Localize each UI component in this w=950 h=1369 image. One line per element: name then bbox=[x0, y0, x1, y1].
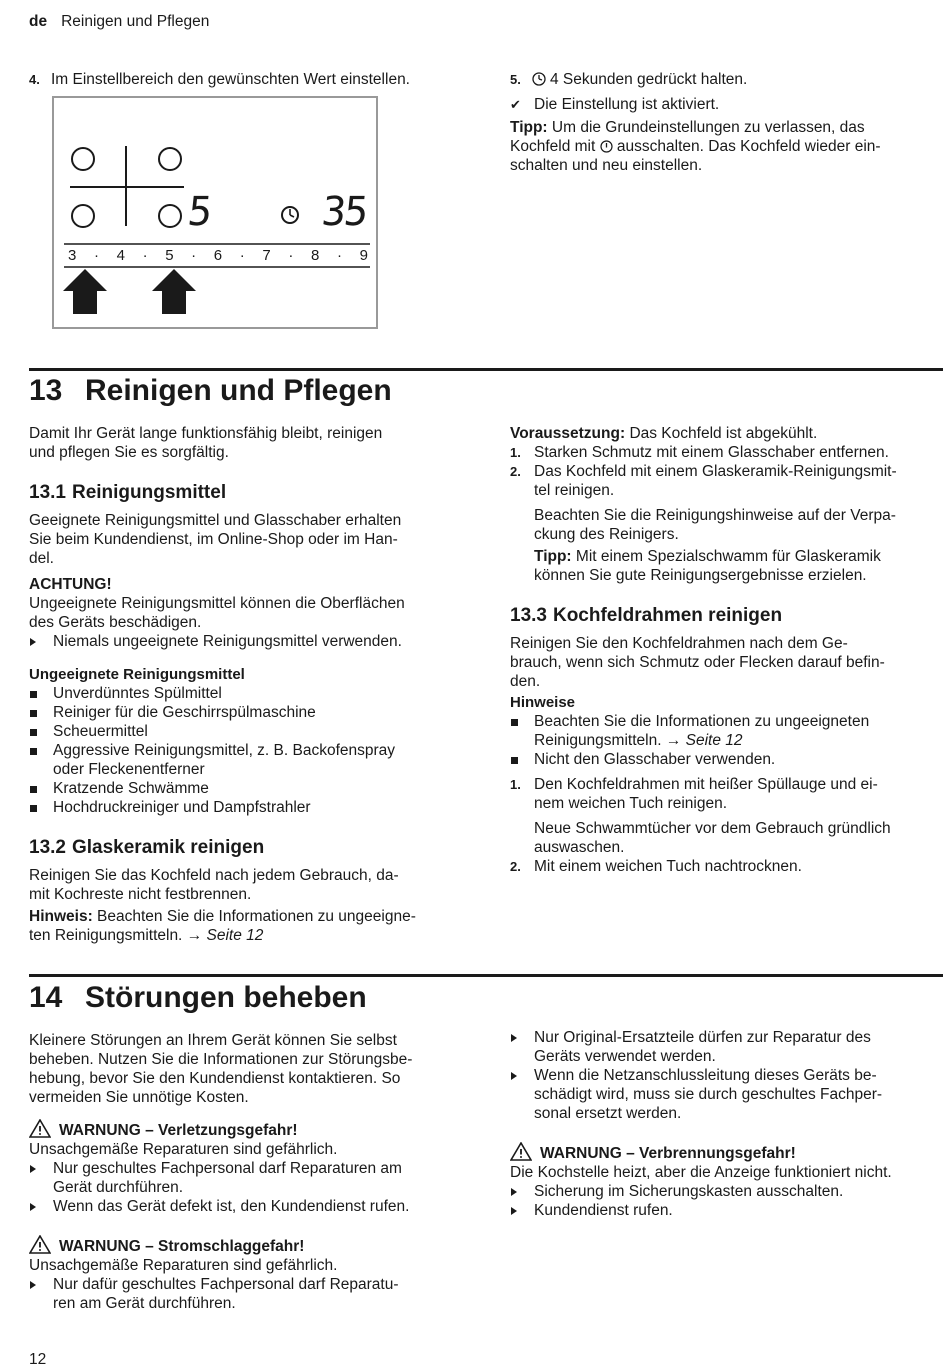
section-14-heading: 14 Störungen beheben bbox=[29, 981, 367, 1014]
scale-value: 5 bbox=[165, 247, 174, 264]
list-item: Aggressive Reinigungsmittel, z. B. Backofenspray oder Fleckenentferner bbox=[29, 741, 469, 779]
list-item: Reiniger für die Geschirrspülmaschine bbox=[29, 703, 469, 722]
warning-triangle-icon bbox=[29, 1119, 51, 1138]
intro-paragraph: Damit Ihr Gerät lange funktionsfähig bleibt, reinigen und pflegen Sie es sorgfältig. bbox=[29, 425, 383, 461]
action-item: Kundendienst rufen. bbox=[510, 1201, 945, 1220]
paragraph: Unsachgemäße Reparaturen sind gefährlich. bbox=[29, 1141, 338, 1158]
action-item: Wenn die Netzanschlussleitung dieses Geräts be- schädigt wird, muss sie durch geschultes Fachper- sonal ersetzt werden. bbox=[510, 1066, 945, 1123]
tipp-paragraph: Tipp: Mit einem Spezialschwamm für Glaskeramik können Sie gute Reinigungsergebnisse erzielen. bbox=[534, 548, 881, 584]
burner-icon bbox=[72, 148, 94, 170]
list-item: Hochdruckreiniger und Dampfstrahler bbox=[29, 798, 469, 817]
timer-clock-icon bbox=[532, 72, 546, 86]
section-14-right bbox=[510, 1028, 945, 1220]
triangle-bullet-icon bbox=[511, 1072, 517, 1080]
power-icon bbox=[600, 140, 613, 153]
square-bullet-icon bbox=[30, 691, 37, 698]
checkmark-icon: ✔ bbox=[510, 97, 521, 112]
triangle-bullet-icon bbox=[511, 1188, 517, 1196]
paragraph: Die Kochstelle heizt, aber die Anzeige funktioniert nicht. bbox=[510, 1164, 892, 1181]
section-13-heading: 13 Reinigen und Pflegen bbox=[29, 374, 392, 407]
action-item: Nur geschultes Fachpersonal darf Reparaturen am Gerät durchführen. bbox=[29, 1159, 469, 1197]
square-bullet-icon bbox=[30, 729, 37, 736]
step-number: 4. bbox=[29, 72, 40, 87]
paragraph: Reinigen Sie den Kochfeldrahmen nach dem Ge- brauch, wenn sich Schmutz oder Flecken darauf befin- den. bbox=[510, 635, 885, 690]
list-item: Scheuermittel bbox=[29, 722, 469, 741]
step-5: 5. 4 Sekunden gedrückt halten. bbox=[510, 71, 748, 88]
list-item: Unverdünntes Spülmittel bbox=[29, 684, 469, 703]
note: Beachten Sie die Reinigungshinweise auf der Verpa- ckung des Reinigers. bbox=[534, 507, 896, 543]
scale-value: 7 bbox=[262, 247, 271, 264]
triangle-bullet-icon bbox=[511, 1034, 517, 1042]
running-header bbox=[29, 12, 209, 31]
section-divider bbox=[29, 974, 943, 977]
power-scale: 3 · 4 · 5 · 6 · 7 · 8 · 9 bbox=[68, 247, 368, 264]
timer-digits: 35 bbox=[319, 189, 369, 235]
warning-heading: WARNUNG – Verbrennungsgefahr! bbox=[510, 1142, 945, 1163]
step-text: Im Einstellbereich den gewünschten Wert einstellen. bbox=[51, 71, 410, 88]
language-code: de bbox=[29, 13, 48, 30]
page-reference-link[interactable]: → Seite 12 bbox=[186, 927, 264, 944]
section-14-left bbox=[29, 1031, 469, 1313]
subsection-13-3-heading: 13.3 Kochfeldrahmen reinigen bbox=[510, 605, 783, 626]
cooktop-display-illustration bbox=[52, 96, 378, 329]
scale-value: 6 bbox=[213, 247, 223, 264]
power-level-digit: 5 bbox=[185, 189, 215, 235]
warning-triangle-icon bbox=[29, 1235, 51, 1254]
square-bullet-icon bbox=[30, 710, 37, 717]
burner-icon bbox=[159, 148, 181, 170]
paragraph: Reinigen Sie das Kochfeld nach jedem Gebrauch, da- mit Kochreste nicht festbrennen. bbox=[29, 867, 399, 903]
section-13-left bbox=[29, 424, 469, 945]
action-item: Wenn das Gerät defekt ist, den Kundendienst rufen. bbox=[29, 1197, 469, 1216]
tipp-paragraph: Tipp: Um die Grundeinstellungen zu verlassen, das Kochfeld mit ausschalten. Das Kochfeld wieder ein- schalten und neu einstellen. bbox=[510, 119, 881, 174]
achtung-label: ACHTUNG! bbox=[29, 576, 112, 593]
step-4 bbox=[29, 70, 410, 89]
action-item: Sicherung im Sicherungskasten ausschalten. bbox=[510, 1182, 945, 1201]
prerequisite: Voraussetzung: Das Kochfeld ist abgekühlt. bbox=[510, 425, 818, 442]
square-bullet-icon bbox=[30, 786, 37, 793]
list-item: Nicht den Glasschaber verwenden. bbox=[510, 750, 945, 769]
subsection-13-2-heading: 13.2 Glaskeramik reinigen bbox=[29, 837, 265, 858]
scale-value: 8 bbox=[310, 247, 320, 264]
warning-heading: WARNUNG – Verletzungsgefahr! bbox=[29, 1119, 469, 1140]
paragraph: Ungeeignete Reinigungsmittel können die Oberflächen des Geräts beschädigen. bbox=[29, 595, 405, 631]
triangle-bullet-icon bbox=[30, 1281, 36, 1289]
square-bullet-icon bbox=[511, 719, 518, 726]
square-bullet-icon bbox=[511, 757, 518, 764]
section-divider bbox=[29, 368, 943, 371]
intro-paragraph: Kleinere Störungen an Ihrem Gerät können Sie selbst beheben. Nutzen Sie die Informationen zur Störungsbe- hebung, bevor Sie den Kundendienst kontaktieren. So vermeiden Sie unnötige Kosten. bbox=[29, 1032, 413, 1106]
step: 2. Das Kochfeld mit einem Glaskeramik-Reinigungsmit- tel reinigen. bbox=[510, 463, 897, 499]
square-bullet-icon bbox=[30, 805, 37, 812]
scale-value: 3 bbox=[68, 247, 77, 264]
scale-value: 9 bbox=[359, 247, 368, 264]
top-right-column bbox=[510, 70, 945, 175]
square-bullet-icon bbox=[30, 748, 37, 755]
action-item: Nur Original-Ersatzteile dürfen zur Reparatur des Geräts verwendet werden. bbox=[510, 1028, 945, 1066]
triangle-bullet-icon bbox=[30, 638, 36, 646]
page-number: 12 bbox=[29, 1351, 47, 1368]
paragraph: Unsachgemäße Reparaturen sind gefährlich. bbox=[29, 1257, 338, 1274]
action-item: Nur dafür geschultes Fachpersonal darf Reparatu- ren am Gerät durchführen. bbox=[29, 1275, 469, 1313]
step: 2. Mit einem weichen Tuch nachtrocknen. bbox=[510, 858, 802, 875]
subsection-13-1-heading: 13.1 Reinigungsmittel bbox=[29, 482, 227, 503]
triangle-bullet-icon bbox=[30, 1203, 36, 1211]
arrow-up-icon bbox=[152, 269, 196, 314]
step: 1. Den Kochfeldrahmen mit heißer Spüllauge und ei- nem weichen Tuch reinigen. bbox=[510, 776, 878, 812]
page-reference-link[interactable]: → Seite 12 bbox=[665, 732, 743, 749]
result-line: ✔ Die Einstellung ist aktiviert. bbox=[510, 96, 720, 113]
list-item: Beachten Sie die Informationen zu ungeeigneten Reinigungsmitteln. → Seite 12 bbox=[510, 712, 945, 750]
warning-triangle-icon bbox=[510, 1142, 532, 1161]
arrow-up-icon bbox=[63, 269, 107, 314]
burner-icon bbox=[72, 205, 94, 227]
paragraph: Geeignete Reinigungsmittel und Glasschaber erhalten Sie beim Kundendienst, im Online-Shop oder im Han- del. bbox=[29, 512, 402, 567]
hinweise-label: Hinweise bbox=[510, 694, 576, 711]
hinweis-paragraph: Hinweis: Beachten Sie die Informationen zu ungeeigne- ten Reinigungsmitteln. → Seite 12 bbox=[29, 908, 416, 944]
triangle-bullet-icon bbox=[511, 1207, 517, 1215]
scale-value: 4 bbox=[116, 247, 125, 264]
list-title: Ungeeignete Reinigungsmittel bbox=[29, 666, 245, 683]
list-item: Kratzende Schwämme bbox=[29, 779, 469, 798]
triangle-bullet-icon bbox=[30, 1165, 36, 1173]
warning-heading: WARNUNG – Stromschlaggefahr! bbox=[29, 1235, 469, 1256]
step: 1. Starken Schmutz mit einem Glasschaber entfernen. bbox=[510, 444, 889, 461]
burner-icon bbox=[159, 205, 181, 227]
section-13-right bbox=[510, 424, 945, 876]
note: Neue Schwammtücher vor dem Gebrauch gründlich auswaschen. bbox=[534, 820, 891, 856]
action-item: Niemals ungeeignete Reinigungsmittel verwenden. bbox=[29, 632, 469, 651]
header-title: Reinigen und Pflegen bbox=[61, 13, 210, 30]
